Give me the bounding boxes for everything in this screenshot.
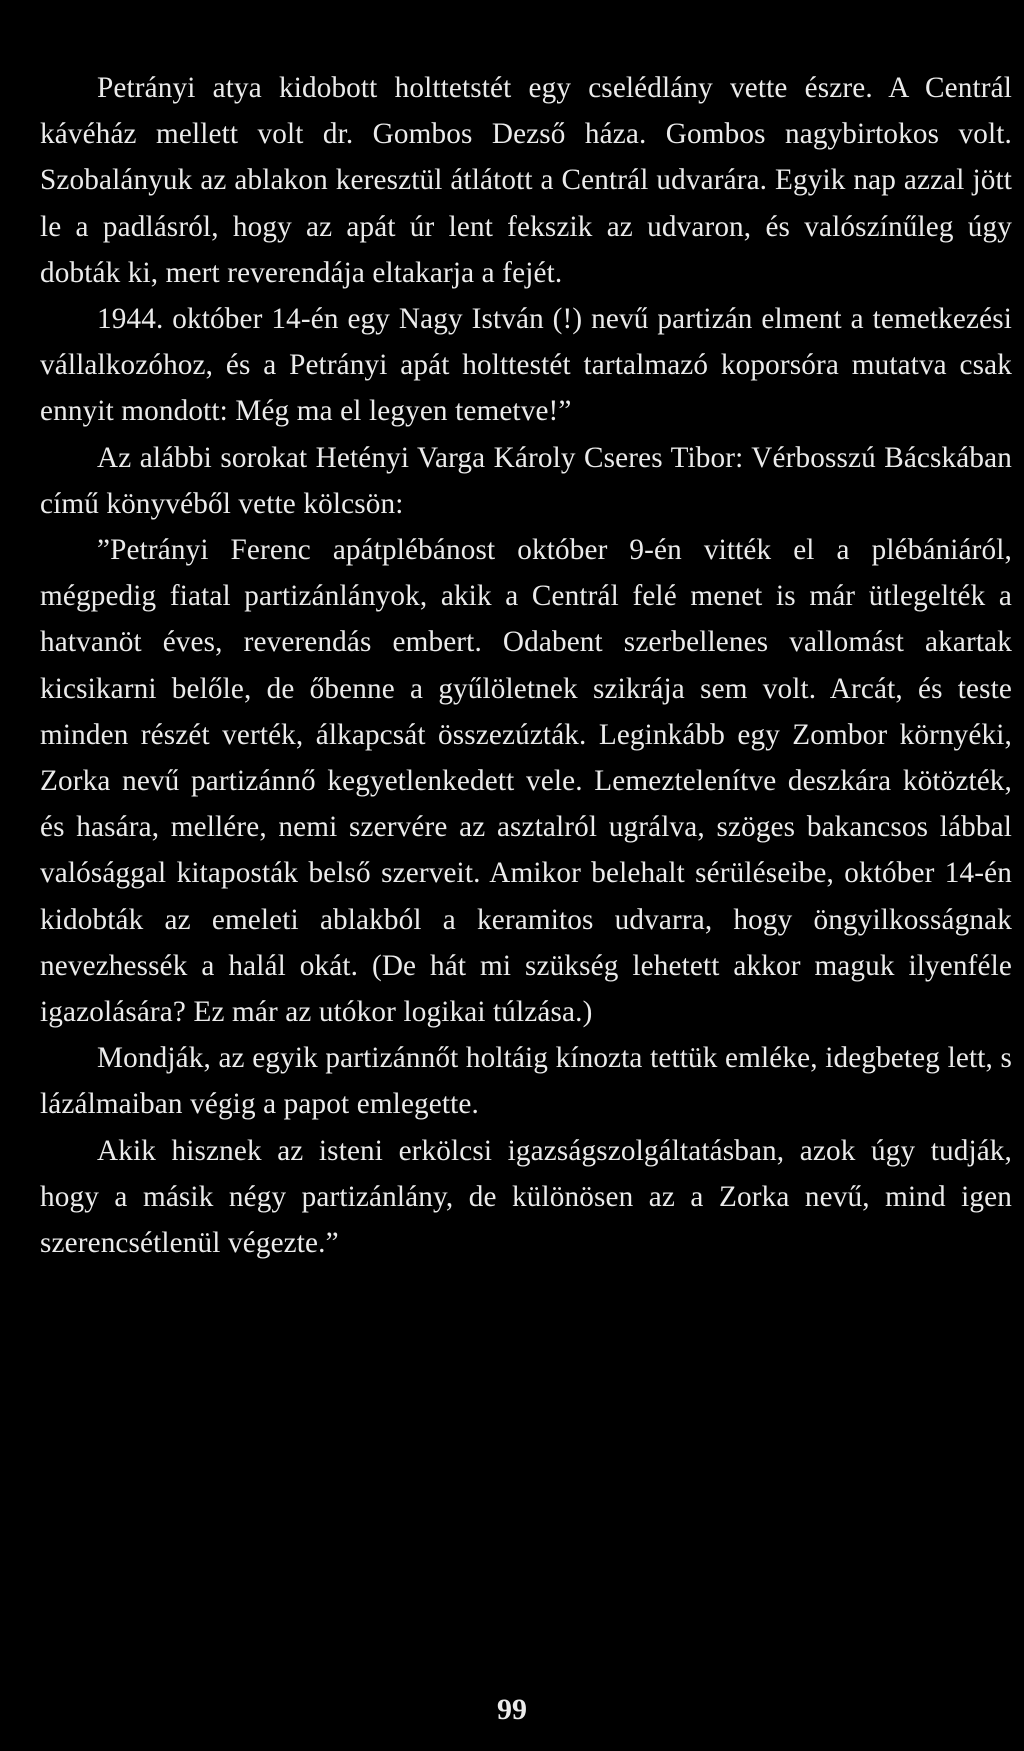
paragraph-5: Mondják, az egyik partizánnőt holtáig kínozta tettük emléke, idegbeteg lett, s lázálmaiban végig a papot emlegette. xyxy=(40,1042,1012,1121)
paragraph-1: Petrányi atya kidobott holttetstét egy cselédlány vette észre. A Centrál kávéház mellett volt dr. Gombos Dezső háza. Gombos nagybirtokos volt. Szobalányuk az ablakon keresztül átlátott a Centrál udvarára. Egyik nap azzal jött le a padlásról, hogy az apát úr lent fekszik az udvaron, és valószínűleg úgy dobták ki, mert reverendája eltakarja a fejét. xyxy=(40,72,1012,289)
page-number: 99 xyxy=(497,1693,527,1726)
paragraph-6: Akik hisznek az isteni erkölcsi igazságszolgáltatásban, azok úgy tudják, hogy a másik négy partizánlány, de különösen az a Zorka nevű, mind igen szerencsétlenül végezte.” xyxy=(40,1134,1012,1260)
paragraph-4: ”Petrányi Ferenc apátplébánost október 9-én vitték el a plébániáról, mégpedig fiatal partizánlányok, akik a Centrál felé menet is már ütlegelték a hatvanöt éves, reverendás embert. Odabent szerbellenes vallomást akartak kicsikarni belőle, de őbenne a gyűlöletnek szikrája sem volt. Arcát, és teste minden részét verték, álkapcsát összezúzták. Leginkább egy Zombor környéki, Zorka nevű partizánnő kegyetlenkedett vele. Lemeztelenítve deszkára kötözték, és hasára, mellére, nemi szervére az asztalról ugrálva, szöges bakancsos lábbal valósággal kitaposták belső szerveit. Amikor belehalt sérüléseibe, október 14-én kidobták az emeleti ablakból a keramitos udvarra, hogy öngyilkosságnak nevezhessék a halál okát. (De hát mi szükség lehetett akkor maguk ilyenféle igazolására? Ez már az utókor logikai túlzása.) xyxy=(40,534,1012,1029)
paragraph-2: 1944. október 14-én egy Nagy István (!) nevű partizán elment a temetkezési vállalkozóhoz, és a Petrányi apát holttestét tartalmazó koporsóra mutatva csak ennyit mondott: Még ma el legyen temetve!” xyxy=(40,303,1012,428)
paragraph-3: Az alábbi sorokat Hetényi Varga Károly Cseres Tibor: Vérbosszú Bácskában című könyvéből vette kölcsön: xyxy=(40,441,1012,520)
body-text xyxy=(40,65,1012,1266)
